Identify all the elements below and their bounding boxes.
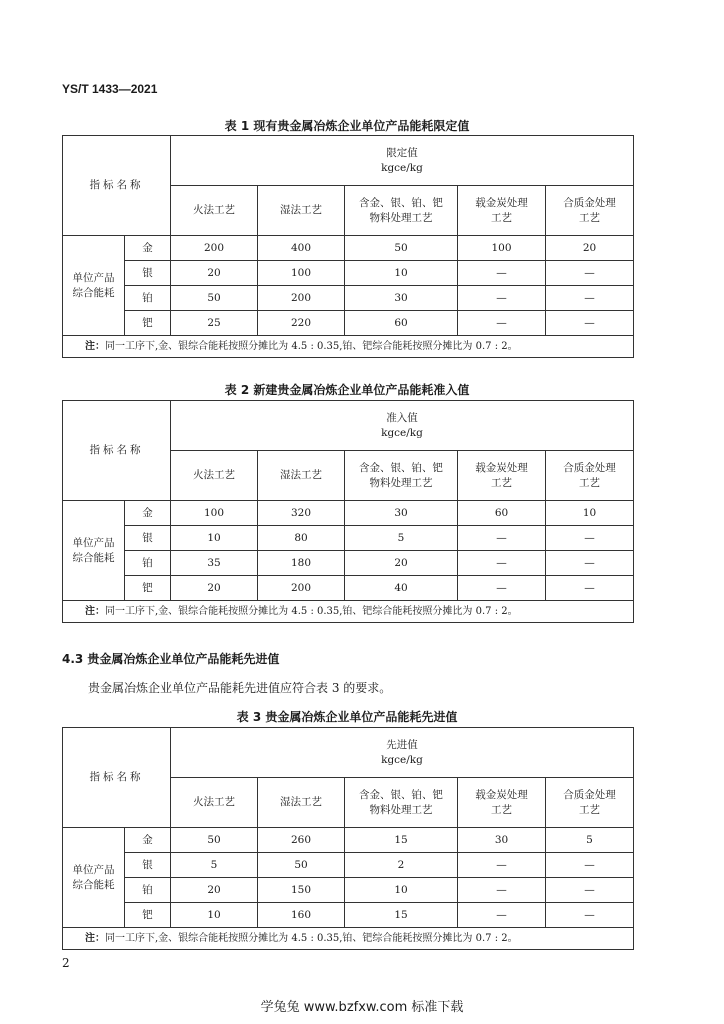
value-cell: — bbox=[458, 903, 546, 928]
table-note: 注：同一工序下,金、银综合能耗按照分摊比为 4.5 : 0.35,铂、钯综合能耗按照分摊比为 0.7 : 2。 bbox=[63, 928, 634, 950]
value-cell: 15 bbox=[345, 903, 458, 928]
value-cell: 180 bbox=[258, 551, 345, 576]
value-cell: 5 bbox=[345, 526, 458, 551]
value-cell: 10 bbox=[171, 526, 258, 551]
value-cell: 20 bbox=[546, 236, 634, 261]
value-cell: 5 bbox=[546, 828, 634, 853]
value-cell: 20 bbox=[171, 261, 258, 286]
table3-caption: 表 3 贵金属冶炼企业单位产品能耗先进值 bbox=[236, 710, 458, 724]
index-name-header: 指标名称 bbox=[63, 401, 171, 501]
process-header: 湿法工艺 bbox=[258, 186, 345, 236]
section-body: 贵金属冶炼企业单位产品能耗先进值应符合表 3 的要求。 bbox=[88, 681, 392, 695]
section-heading: 4.3 贵金属冶炼企业单位产品能耗先进值 bbox=[62, 652, 280, 666]
process-header: 载金炭处理 工艺 bbox=[458, 186, 546, 236]
value-cell: — bbox=[546, 261, 634, 286]
value-cell: 15 bbox=[345, 828, 458, 853]
unit-label: kgce/kg bbox=[381, 161, 423, 174]
metal-label: 银 bbox=[125, 526, 171, 551]
value-cell: 20 bbox=[171, 878, 258, 903]
value-cell: — bbox=[546, 526, 634, 551]
value-cell: 220 bbox=[258, 311, 345, 336]
index-name-header: 指标名称 bbox=[63, 728, 171, 828]
value-cell: 60 bbox=[345, 311, 458, 336]
value-cell: 150 bbox=[258, 878, 345, 903]
table2-caption: 表 2 新建贵金属冶炼企业单位产品能耗准入值 bbox=[224, 383, 470, 397]
value-cell: 260 bbox=[258, 828, 345, 853]
value-cell: 50 bbox=[345, 236, 458, 261]
row-label: 单位产品 综合能耗 bbox=[63, 828, 125, 928]
value-cell: 40 bbox=[345, 576, 458, 601]
value-cell: — bbox=[458, 286, 546, 311]
value-cell: 35 bbox=[171, 551, 258, 576]
value-cell: 400 bbox=[258, 236, 345, 261]
process-header: 火法工艺 bbox=[171, 778, 258, 828]
process-header: 火法工艺 bbox=[171, 186, 258, 236]
value-cell: 10 bbox=[345, 878, 458, 903]
value-cell: — bbox=[458, 311, 546, 336]
group-title: 先进值 bbox=[386, 738, 418, 751]
table3 bbox=[62, 727, 634, 950]
value-cell: 100 bbox=[258, 261, 345, 286]
group-header bbox=[171, 401, 634, 451]
metal-label: 钯 bbox=[125, 903, 171, 928]
value-cell: 30 bbox=[458, 828, 546, 853]
value-cell: — bbox=[546, 286, 634, 311]
metal-label: 金 bbox=[125, 501, 171, 526]
value-cell: — bbox=[546, 576, 634, 601]
metal-label: 银 bbox=[125, 261, 171, 286]
metal-label: 铂 bbox=[125, 878, 171, 903]
value-cell: 2 bbox=[345, 853, 458, 878]
value-cell: 10 bbox=[171, 903, 258, 928]
value-cell: 50 bbox=[258, 853, 345, 878]
value-cell: 20 bbox=[345, 551, 458, 576]
value-cell: — bbox=[458, 853, 546, 878]
metal-label: 铂 bbox=[125, 286, 171, 311]
value-cell: 20 bbox=[171, 576, 258, 601]
unit-label: kgce/kg bbox=[381, 753, 423, 766]
value-cell: 160 bbox=[258, 903, 345, 928]
value-cell: 10 bbox=[546, 501, 634, 526]
value-cell: — bbox=[458, 878, 546, 903]
standard-code: YS/T 1433—2021 bbox=[62, 82, 158, 96]
process-header: 湿法工艺 bbox=[258, 451, 345, 501]
value-cell: — bbox=[546, 551, 634, 576]
value-cell: — bbox=[458, 551, 546, 576]
table1 bbox=[62, 135, 634, 358]
value-cell: 25 bbox=[171, 311, 258, 336]
row-label: 单位产品 综合能耗 bbox=[63, 501, 125, 601]
group-header bbox=[171, 728, 634, 778]
page-number: 2 bbox=[62, 956, 70, 970]
process-header: 合质金处理 工艺 bbox=[546, 778, 634, 828]
value-cell: — bbox=[458, 526, 546, 551]
process-header: 含金、银、铂、钯 物料处理工艺 bbox=[345, 778, 458, 828]
value-cell: — bbox=[546, 903, 634, 928]
value-cell: 50 bbox=[171, 828, 258, 853]
process-header: 湿法工艺 bbox=[258, 778, 345, 828]
value-cell: 200 bbox=[171, 236, 258, 261]
value-cell: 200 bbox=[258, 576, 345, 601]
metal-label: 钯 bbox=[125, 576, 171, 601]
value-cell: 30 bbox=[345, 501, 458, 526]
process-header: 载金炭处理 工艺 bbox=[458, 451, 546, 501]
process-header: 火法工艺 bbox=[171, 451, 258, 501]
row-label: 单位产品 综合能耗 bbox=[63, 236, 125, 336]
metal-label: 铂 bbox=[125, 551, 171, 576]
metal-label: 银 bbox=[125, 853, 171, 878]
value-cell: 60 bbox=[458, 501, 546, 526]
group-title: 限定值 bbox=[386, 146, 418, 159]
value-cell: — bbox=[458, 261, 546, 286]
value-cell: 200 bbox=[258, 286, 345, 311]
table2 bbox=[62, 400, 634, 623]
group-title: 准入值 bbox=[386, 411, 418, 424]
process-header: 合质金处理 工艺 bbox=[546, 186, 634, 236]
process-header: 载金炭处理 工艺 bbox=[458, 778, 546, 828]
unit-label: kgce/kg bbox=[381, 426, 423, 439]
value-cell: 5 bbox=[171, 853, 258, 878]
process-header: 含金、银、铂、钯 物料处理工艺 bbox=[345, 186, 458, 236]
table-note: 注：同一工序下,金、银综合能耗按照分摊比为 4.5 : 0.35,铂、钯综合能耗按照分摊比为 0.7 : 2。 bbox=[63, 601, 634, 623]
value-cell: — bbox=[546, 311, 634, 336]
value-cell: — bbox=[546, 853, 634, 878]
value-cell: 100 bbox=[171, 501, 258, 526]
table-note: 注：同一工序下,金、银综合能耗按照分摊比为 4.5 : 0.35,铂、钯综合能耗按照分摊比为 0.7 : 2。 bbox=[63, 336, 634, 358]
value-cell: 30 bbox=[345, 286, 458, 311]
process-header: 合质金处理 工艺 bbox=[546, 451, 634, 501]
value-cell: 320 bbox=[258, 501, 345, 526]
group-header bbox=[171, 136, 634, 186]
table1-caption: 表 1 现有贵金属冶炼企业单位产品能耗限定值 bbox=[224, 119, 470, 133]
metal-label: 金 bbox=[125, 236, 171, 261]
value-cell: 10 bbox=[345, 261, 458, 286]
index-name-header: 指标名称 bbox=[63, 136, 171, 236]
process-header: 含金、银、铂、钯 物料处理工艺 bbox=[345, 451, 458, 501]
metal-label: 钯 bbox=[125, 311, 171, 336]
metal-label: 金 bbox=[125, 828, 171, 853]
value-cell: 100 bbox=[458, 236, 546, 261]
value-cell: 80 bbox=[258, 526, 345, 551]
value-cell: — bbox=[458, 576, 546, 601]
value-cell: 50 bbox=[171, 286, 258, 311]
watermark-footer: 学兔兔 www.bzfxw.com 标准下载 bbox=[260, 1000, 464, 1015]
value-cell: — bbox=[546, 878, 634, 903]
